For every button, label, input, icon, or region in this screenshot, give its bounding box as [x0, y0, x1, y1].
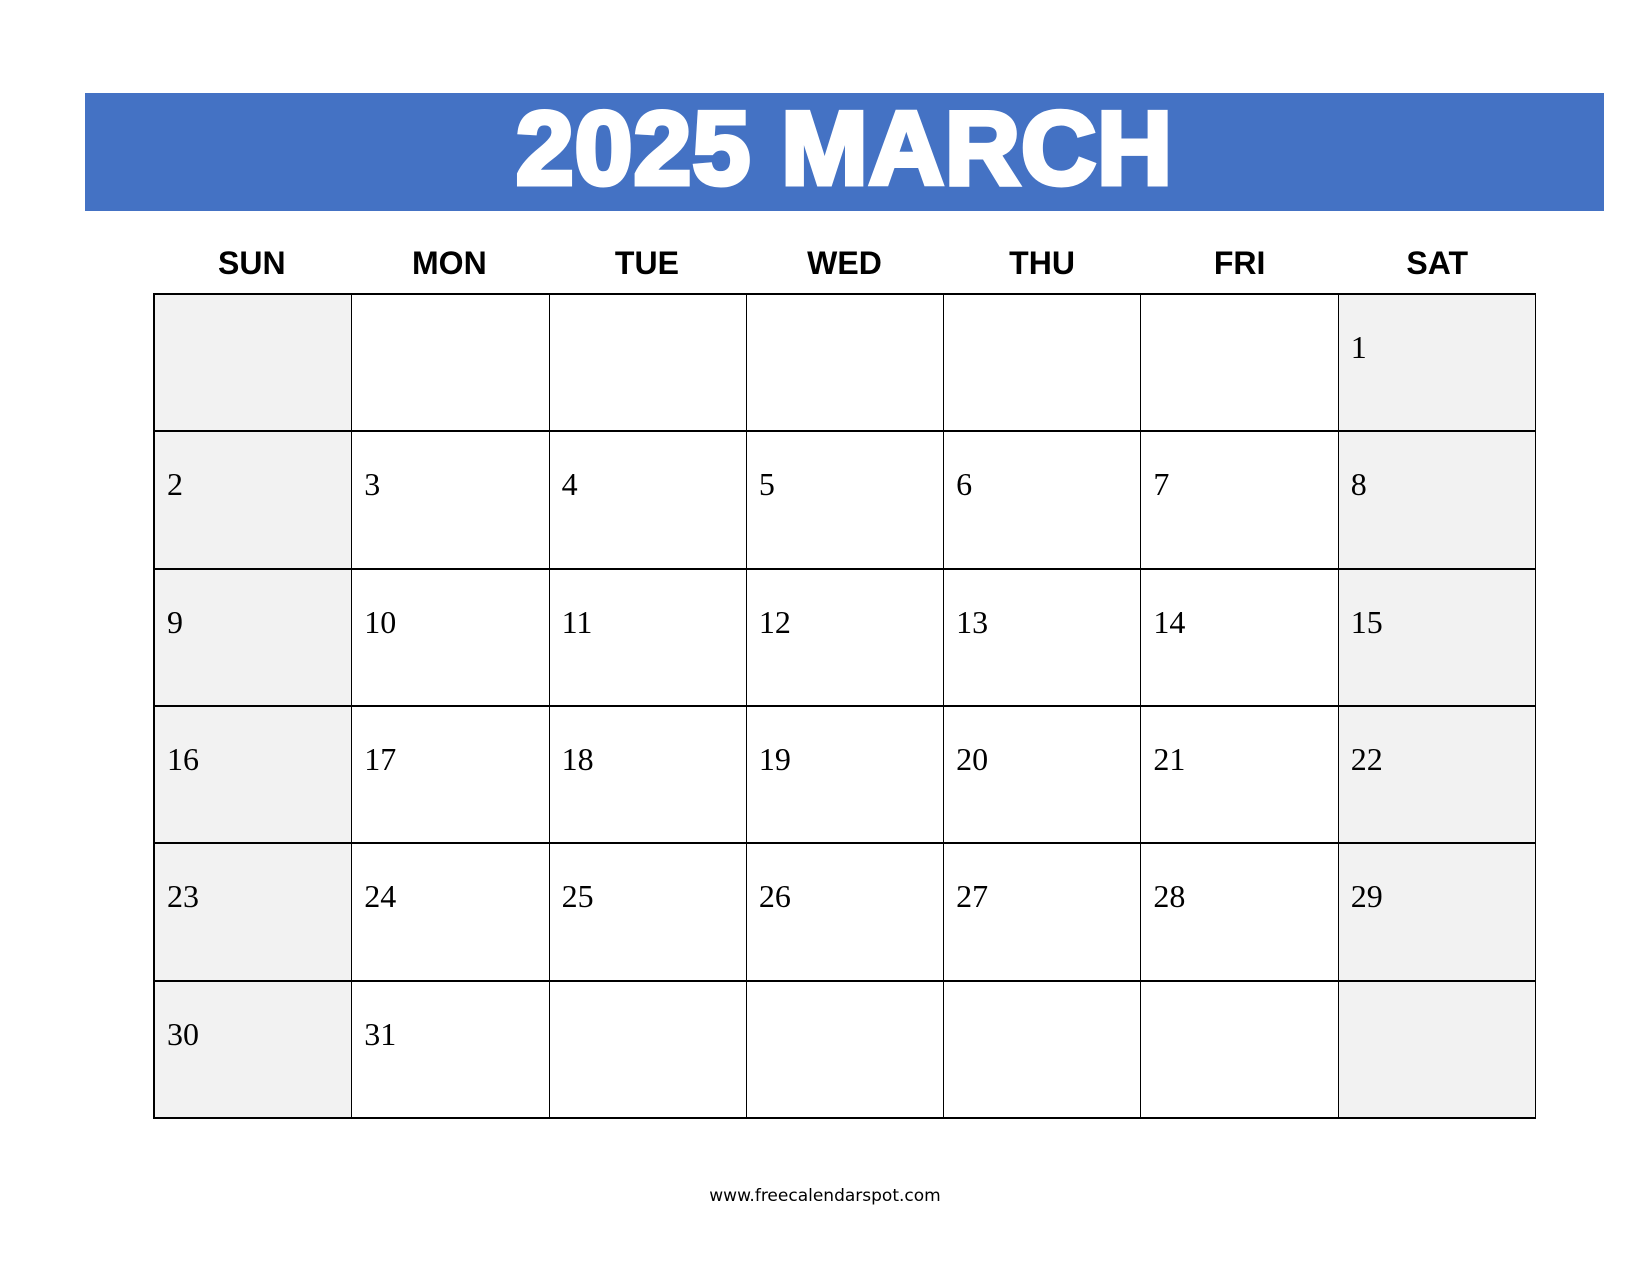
- day-number: 7: [1153, 466, 1170, 503]
- day-number: 24: [364, 878, 397, 915]
- weekday-sat: SAT: [1406, 245, 1469, 281]
- day-cell: [155, 570, 352, 707]
- day-number: 3: [364, 466, 381, 503]
- day-number: 17: [364, 740, 397, 777]
- day-number: 27: [956, 878, 989, 915]
- day-cell: [1141, 707, 1338, 844]
- day-cell: [747, 295, 944, 432]
- day-cell: [944, 570, 1141, 707]
- day-cell: [944, 432, 1141, 569]
- day-cell: [550, 432, 747, 569]
- day-number: 21: [1153, 740, 1186, 777]
- day-number: 23: [167, 878, 199, 915]
- day-cell: [944, 844, 1141, 981]
- day-number: 25: [561, 878, 594, 915]
- day-cell: [747, 570, 944, 707]
- day-cell: [155, 844, 352, 981]
- weekday-thu: THU: [1009, 245, 1075, 281]
- calendar-title: 2025 MARCH: [515, 91, 1174, 207]
- day-number: 29: [1350, 878, 1383, 915]
- day-cell: [352, 844, 549, 981]
- day-cell: [1141, 295, 1338, 432]
- day-cell: [155, 432, 352, 569]
- day-cell: [550, 982, 747, 1119]
- day-number: 12: [758, 603, 791, 640]
- day-cell: [747, 432, 944, 569]
- day-cell: [352, 432, 549, 569]
- weekday-mon: MON: [412, 245, 487, 281]
- day-cell: [747, 707, 944, 844]
- day-cell: [155, 982, 352, 1119]
- day-cell: [155, 295, 352, 432]
- day-cell: [747, 844, 944, 981]
- day-cell: [944, 295, 1141, 432]
- day-number: 8: [1350, 466, 1367, 503]
- day-number: 20: [956, 740, 989, 777]
- day-cell: [352, 982, 549, 1119]
- day-cell: [352, 295, 549, 432]
- day-cell: [944, 707, 1141, 844]
- day-cell: [550, 295, 747, 432]
- day-number: 1: [1350, 329, 1367, 365]
- day-number: 2: [167, 466, 183, 503]
- day-cell: [1339, 295, 1536, 432]
- day-number: 6: [956, 466, 973, 503]
- day-cell: [550, 844, 747, 981]
- day-cell: [1339, 570, 1536, 707]
- day-cell: [747, 982, 944, 1119]
- day-cell: [1339, 982, 1536, 1119]
- calendar-header-bar: [85, 93, 1604, 211]
- footer-url: www.freecalendarspot.com: [709, 1186, 941, 1206]
- day-cell: [155, 707, 352, 844]
- day-cell: [1141, 982, 1338, 1119]
- weekday-sun: SUN: [218, 245, 286, 281]
- weekday-header-row: [153, 243, 1536, 283]
- day-cell: [550, 707, 747, 844]
- weekday-wed: WED: [807, 245, 882, 281]
- day-number: 22: [1350, 740, 1383, 777]
- day-number: 14: [1153, 603, 1186, 640]
- day-cell: [352, 570, 549, 707]
- day-number: 11: [561, 603, 593, 640]
- day-number: 28: [1153, 878, 1186, 915]
- day-number: 30: [167, 1015, 199, 1052]
- day-number: 26: [758, 878, 791, 915]
- weekday-tue: TUE: [614, 245, 679, 281]
- day-number: 5: [758, 466, 775, 503]
- day-cell: [1141, 570, 1338, 707]
- day-number: 15: [1350, 603, 1383, 640]
- day-number: 4: [561, 466, 578, 503]
- day-number: 31: [364, 1015, 397, 1052]
- calendar-grid: [153, 293, 1536, 1119]
- day-number: 9: [167, 603, 183, 640]
- day-number: 18: [561, 740, 594, 777]
- day-cell: [1339, 432, 1536, 569]
- day-number: 16: [167, 740, 199, 777]
- day-cell: [550, 570, 747, 707]
- day-number: 10: [364, 603, 397, 640]
- day-number: 19: [758, 740, 791, 777]
- day-cell: [1141, 844, 1338, 981]
- day-cell: [1339, 707, 1536, 844]
- day-cell: [1339, 844, 1536, 981]
- day-number: 13: [956, 603, 989, 640]
- weekday-fri: FRI: [1213, 245, 1266, 281]
- day-cell: [1141, 432, 1338, 569]
- day-cell: [352, 707, 549, 844]
- day-cell: [944, 982, 1141, 1119]
